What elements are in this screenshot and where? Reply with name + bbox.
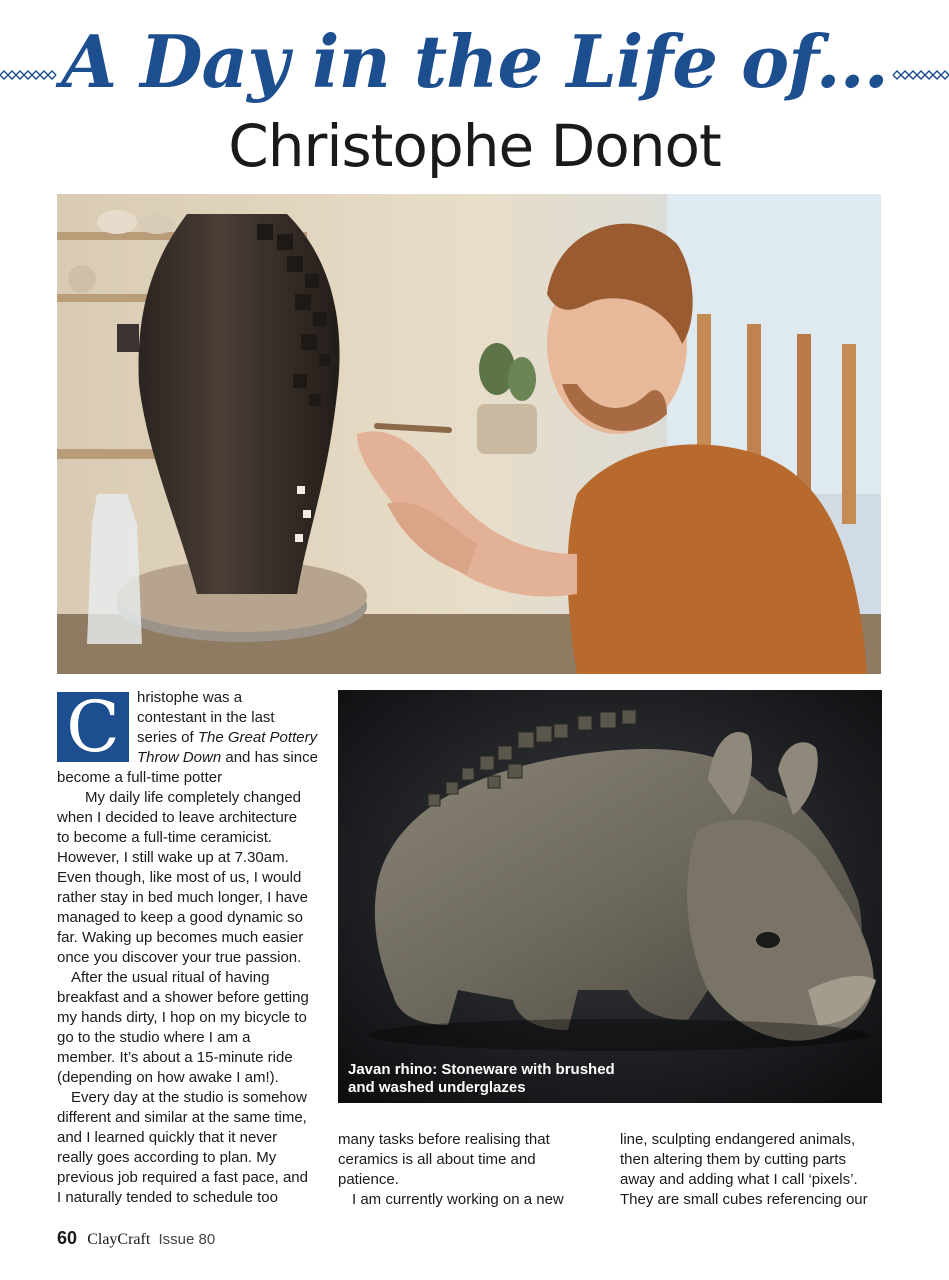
page-number: 60 [57, 1228, 78, 1248]
body-line: After the usual ritual of having [71, 969, 270, 986]
show-title: The Great Pottery [197, 729, 318, 746]
body-line: (depending on how awake I am!). [57, 1069, 279, 1086]
body-line: However, I still wake up at 7.30am. [57, 849, 289, 866]
photo-caption [348, 1061, 668, 1097]
page-title: A Day in the Life of... [61, 19, 888, 104]
page-footer [57, 1228, 215, 1249]
intro-line: become a full-time potter [57, 769, 223, 786]
body-line: go to the studio where I am a [57, 1029, 251, 1046]
body-line: managed to keep a good dynamic so [57, 909, 303, 926]
intro-line: series of The Great Pottery [137, 729, 318, 746]
photo-ceramic-rhino-icon [338, 690, 882, 1103]
photo-potter-at-work-icon [57, 194, 881, 674]
body-line: line, sculpting endangered animals, [620, 1131, 856, 1148]
body-line: different and similar at the same time, [57, 1109, 307, 1126]
drop-cap: C [57, 692, 129, 762]
caption-line: Javan rhino: Stoneware with brushed [348, 1061, 615, 1078]
body-line: once you discover your true passion. [57, 949, 302, 966]
magazine-name: ClayCraft [87, 1231, 151, 1248]
page-subtitle: Christophe Donot [228, 112, 721, 180]
body-line: my hands dirty, I hop on my bicycle to [57, 1009, 307, 1026]
body-line: Every day at the studio is somehow [71, 1089, 307, 1106]
intro-line: Throw Down and has since [137, 749, 318, 766]
body-line: really goes according to plan. My [57, 1149, 277, 1166]
body-line: patience. [338, 1171, 399, 1188]
intro-line: hristophe was a [137, 689, 243, 706]
body-line: far. Waking up becomes much easier [57, 929, 304, 946]
body-line: My daily life completely changed [85, 789, 301, 806]
show-title: Throw Down [137, 749, 222, 766]
body-line: I am currently working on a new [352, 1191, 564, 1208]
body-line: member. It’s about a 15-minute ride [57, 1049, 293, 1066]
article-column-2 [338, 1130, 600, 1210]
body-line: I naturally tended to schedule too [57, 1189, 278, 1206]
intro-line: contestant in the last [137, 709, 275, 726]
body-line: previous job required a fast pace, and [57, 1169, 308, 1186]
issue-label: Issue 80 [158, 1231, 216, 1248]
body-line: breakfast and a shower before getting [57, 989, 309, 1006]
body-line: ceramics is all about time and [338, 1151, 536, 1168]
article-column-3 [620, 1130, 882, 1210]
body-line: Even though, like most of us, I would [57, 869, 302, 886]
caption-line: and washed underglazes [348, 1079, 526, 1096]
article-column-1 [57, 688, 319, 1208]
body-line: many tasks before realising that [338, 1131, 550, 1148]
body-line: then altering them by cutting parts [620, 1151, 846, 1168]
body-line: and I learned quickly that it never [57, 1129, 278, 1146]
rhino-photo [338, 690, 882, 1103]
body-line: to become a full-time ceramicist. [57, 829, 273, 846]
body-line: away and adding what I call ‘pixels’. [620, 1171, 858, 1188]
body-line: when I decided to leave architecture [57, 809, 298, 826]
hero-photo [57, 194, 881, 674]
body-line: rather stay in bed much longer, I have [57, 889, 308, 906]
body-line: They are small cubes referencing our [620, 1191, 868, 1208]
